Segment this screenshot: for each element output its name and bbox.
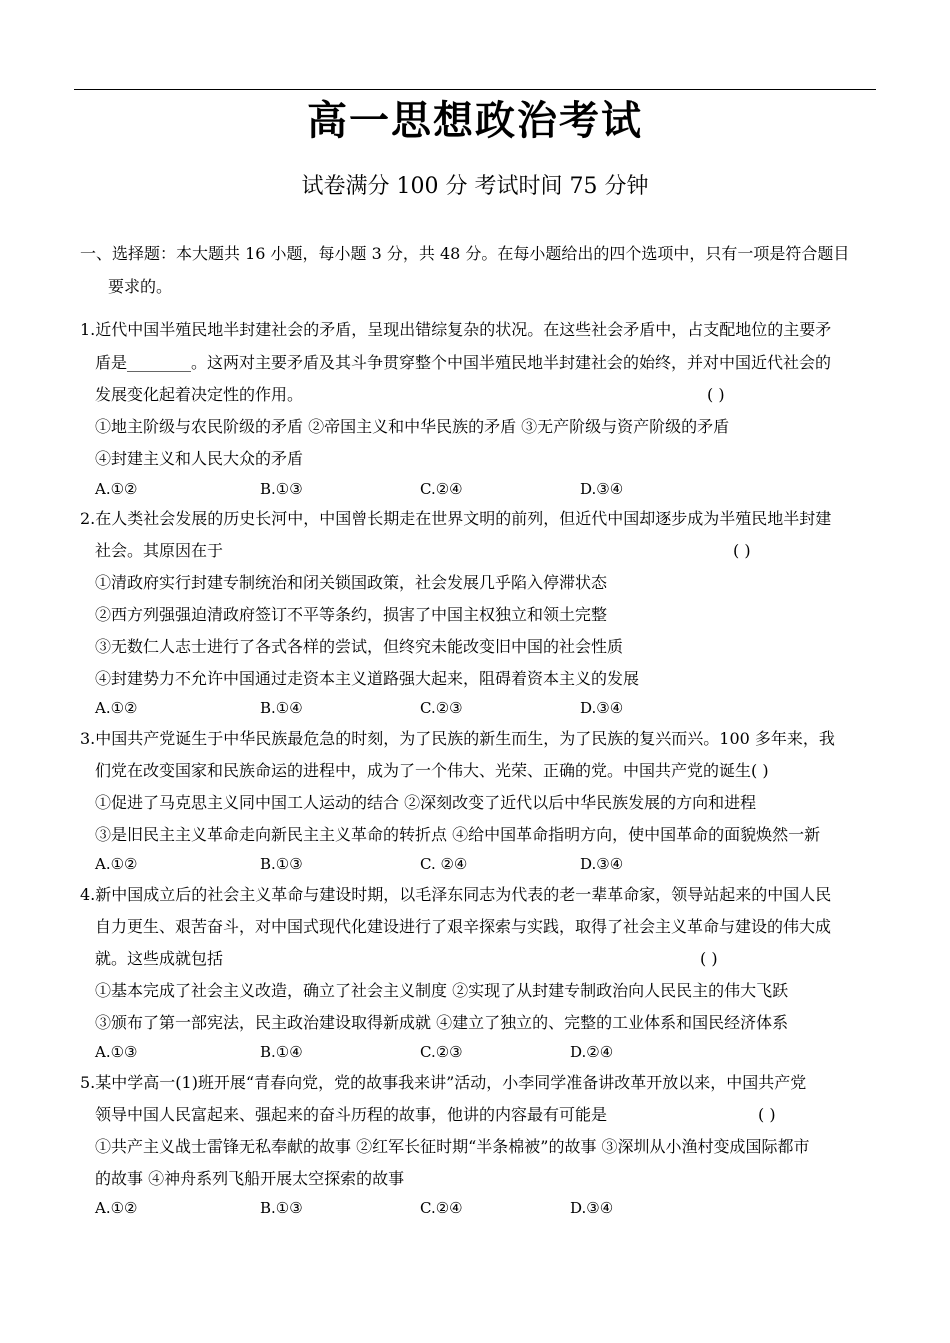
option-d: D.③④	[580, 699, 624, 717]
statement: ④封建势力不允许中国通过走资本主义道路强大起来，阻碍着资本主义的发展	[95, 669, 640, 688]
option-d: D.③④	[580, 480, 624, 498]
option-a: A.①②	[95, 855, 138, 873]
statement: ①共产主义战士雷锋无私奉献的故事 ②红军长征时期“半条棉被”的故事 ③深圳从小渔村变成国际都市	[95, 1137, 810, 1156]
option-b: B.①③	[260, 480, 303, 498]
option-d: D.③④	[570, 1199, 614, 1217]
statement: ②西方列强强迫清政府签订不平等条约，损害了中国主权独立和领土完整	[95, 605, 608, 624]
answer-bracket: ( )	[707, 385, 725, 404]
option-a: A.①②	[95, 480, 138, 498]
statement: ③无数仁人志士进行了各式各样的尝试，但终究未能改变旧中国的社会性质	[95, 637, 624, 656]
answer-bracket: ( )	[733, 541, 751, 560]
exam-subtitle: 试卷满分 100 分 考试时间 75 分钟	[301, 174, 649, 199]
option-c: C.②④	[420, 1199, 463, 1217]
answer-bracket: ( )	[700, 949, 718, 968]
header-rule	[74, 89, 876, 90]
option-a: A.①②	[95, 1199, 138, 1217]
option-c: C.②③	[420, 699, 463, 717]
statement: ①清政府实行封建专制统治和闭关锁国政策，社会发展几乎陷入停滞状态	[95, 573, 608, 592]
question-text: 2.在人类社会发展的历史长河中，中国曾长期走在世界文明的前列，但近代中国却逐步成为半殖民地半封建	[80, 509, 832, 528]
option-d: D.②④	[570, 1043, 614, 1061]
question-text: 4.新中国成立后的社会主义革命与建设时期，以毛泽东同志为代表的老一辈革命家，领导站起来的中国人民	[80, 885, 832, 904]
option-b: B.①④	[260, 699, 303, 717]
question-text: 自力更生、艰苦奋斗，对中国式现代化建设进行了艰辛探索与实践，取得了社会主义革命与建设的伟大成	[95, 917, 832, 936]
question-text: 社会。其原因在于	[95, 541, 224, 560]
statement: 的故事 ④神舟系列飞船开展太空探索的故事	[95, 1169, 405, 1188]
option-c: C. ②④	[420, 855, 468, 873]
statement: ①基本完成了社会主义改造，确立了社会主义制度 ②实现了从封建专制政治向人民民主的伟大飞跃	[95, 981, 789, 1000]
question-text: 1.近代中国半殖民地半封建社会的矛盾，呈现出错综复杂的状况。在这些社会矛盾中，占支配地位的主要矛	[80, 320, 832, 339]
statement: ③颁布了第一部宪法，民主政治建设取得新成就 ④建立了独立的、完整的工业体系和国民经济体系	[95, 1013, 789, 1032]
option-a: A.①②	[95, 699, 138, 717]
statement: ①促进了马克思主义同中国工人运动的结合 ②深刻改变了近代以后中华民族发展的方向和进程	[95, 793, 757, 812]
option-a: A.①③	[95, 1043, 138, 1061]
option-b: B.①④	[260, 1043, 303, 1061]
option-c: C.②④	[420, 480, 463, 498]
answer-bracket: ( )	[758, 1105, 776, 1124]
question-text: 发展变化起着决定性的作用。	[95, 385, 304, 404]
option-b: B.①③	[260, 855, 303, 873]
question-text: 盾是________。这两对主要矛盾及其斗争贯穿整个中国半殖民地半封建社会的始终，并对中国近代社会的	[95, 353, 832, 372]
section-instruction-line1: 一、选择题：本大题共 16 小题，每小题 3 分，共 48 分。在每小题给出的四个选项中，只有一项是符合题目	[80, 244, 850, 263]
section-instruction-line2: 要求的。	[108, 277, 173, 296]
question-text: 领导中国人民富起来、强起来的奋斗历程的故事，他讲的内容最有可能是	[95, 1105, 608, 1124]
statement: ①地主阶级与农民阶级的矛盾 ②帝国主义和中华民族的矛盾 ③无产阶级与资产阶级的矛盾	[95, 417, 730, 436]
option-b: B.①③	[260, 1199, 303, 1217]
question-text: 就。这些成就包括	[95, 949, 224, 968]
option-d: D.③④	[580, 855, 624, 873]
question-text: 3.中国共产党诞生于中华民族最危急的时刻，为了民族的新生而生，为了民族的复兴而兴。100 多年来，我	[80, 729, 835, 748]
question-text: 们党在改变国家和民族命运的进程中，成为了一个伟大、光荣、正确的党。中国共产党的诞生( )	[95, 761, 769, 780]
statement: ④封建主义和人民大众的矛盾	[95, 449, 304, 468]
option-c: C.②③	[420, 1043, 463, 1061]
statement: ③是旧民主主义革命走向新民主主义革命的转折点 ④给中国革命指明方向，使中国革命的面貌焕然一新	[95, 825, 821, 844]
exam-title: 高一思想政治考试	[307, 97, 643, 144]
question-text: 5.某中学高一(1)班开展“青春向党，党的故事我来讲”活动，小李同学准备讲改革开放以来，中国共产党	[80, 1073, 807, 1092]
